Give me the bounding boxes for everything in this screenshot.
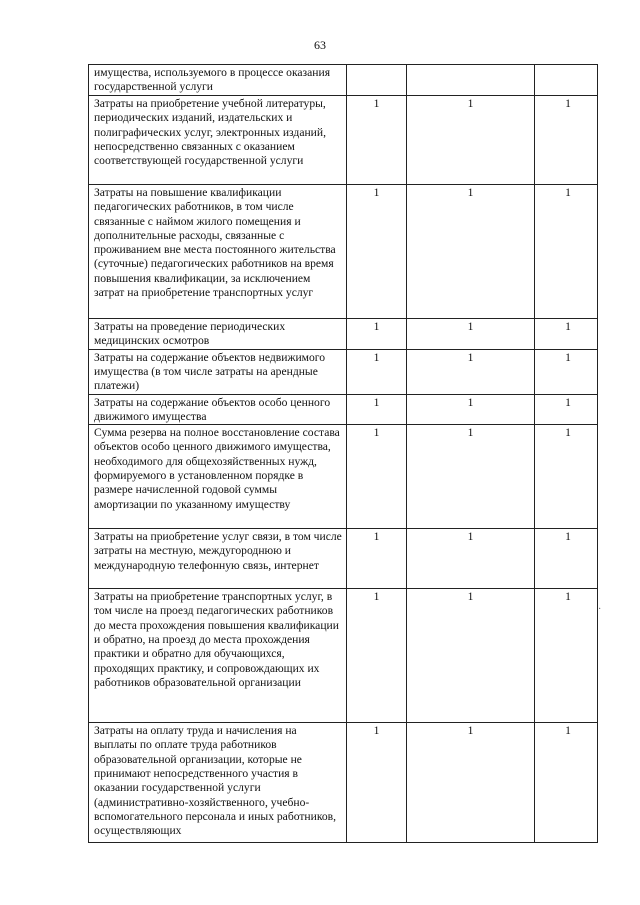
value-cell: 1 <box>347 349 407 394</box>
value-cell: 1 <box>535 185 598 319</box>
value-cell: 1 <box>535 394 598 425</box>
value-cell: 1 <box>347 96 407 185</box>
value-cell: 1 <box>347 425 407 529</box>
value-cell: 1 <box>535 425 598 529</box>
row-description: Затраты на оплату труда и начисления на выплаты по оплате труда работников образовательной организации, которые не принимают непосредственного участия в оказании государственной услуги (административно-хозяйственного, учебно-вспомогательного персонала и иных работников, осуществляющих <box>89 723 347 843</box>
value-cell: 1 <box>535 589 598 723</box>
value-cell: 1 <box>407 529 535 589</box>
row-description: Затраты на приобретение учебной литературы, периодических изданий, издательских и полиграфических услуг, электронных изданий, непосредственно связанных с оказанием соответствующей государственной услуги <box>89 96 347 185</box>
value-cell: 1 <box>535 319 598 350</box>
value-cell <box>347 65 407 96</box>
value-cell: 1 <box>347 529 407 589</box>
value-cell: 1 <box>347 723 407 843</box>
row-description: Затраты на приобретение услуг связи, в том числе затраты на местную, междугороднюю и международную телефонную связь, интернет <box>89 529 347 589</box>
row-description: Затраты на содержание объектов недвижимого имущества (в том числе затраты на арендные платежи) <box>89 349 347 394</box>
row-description: Затраты на повышение квалификации педагогических работников, в том числе связанные с наймом жилого помещения и дополнительные расходы, связанные с проживанием вне места постоянного жительства (суточные) педагогических работников на время повышения квалификации, за исключением затрат на приобретение транспортных услуг <box>89 185 347 319</box>
value-cell: 1 <box>347 394 407 425</box>
table-row <box>89 96 598 185</box>
row-description: имущества, используемого в процессе оказания государственной услуги <box>89 65 347 96</box>
value-cell <box>407 65 535 96</box>
table-row <box>89 589 598 723</box>
value-cell: 1 <box>407 723 535 843</box>
table-row <box>89 185 598 319</box>
row-description: Затраты на проведение периодических медицинских осмотров <box>89 319 347 350</box>
table-row <box>89 394 598 425</box>
value-cell: 1 <box>407 185 535 319</box>
page-number: 63 <box>314 38 326 52</box>
value-cell: 1 <box>535 349 598 394</box>
table-row <box>89 723 598 843</box>
value-cell <box>535 65 598 96</box>
row-description: Затраты на содержание объектов особо ценного движимого имущества <box>89 394 347 425</box>
value-cell: 1 <box>535 96 598 185</box>
value-cell: 1 <box>407 349 535 394</box>
scan-speck: · <box>598 604 602 615</box>
row-description: Затраты на приобретение транспортных услуг, в том числе на проезд педагогических работников до места прохождения повышения квалификации и обратно, на проезд до места прохождения практики и обратно для обучающихся, проходящих практику, и сопровождающих их работников образовательной организации <box>89 589 347 723</box>
table-row <box>89 425 598 529</box>
row-description: Сумма резерва на полное восстановление состава объектов особо ценного движимого имущества, необходимого для общехозяйственных нужд, формируемого в установленном порядке в размере начисленной годовой суммы амортизации по указанному имуществу <box>89 425 347 529</box>
value-cell: 1 <box>407 589 535 723</box>
value-cell: 1 <box>347 589 407 723</box>
value-cell: 1 <box>347 319 407 350</box>
value-cell: 1 <box>407 425 535 529</box>
table-row <box>89 319 598 350</box>
table-row <box>89 529 598 589</box>
cost-table <box>88 64 598 843</box>
value-cell: 1 <box>407 319 535 350</box>
value-cell: 1 <box>347 185 407 319</box>
value-cell: 1 <box>535 723 598 843</box>
table-row <box>89 65 598 96</box>
value-cell: 1 <box>407 394 535 425</box>
value-cell: 1 <box>407 96 535 185</box>
table-row <box>89 349 598 394</box>
value-cell: 1 <box>535 529 598 589</box>
